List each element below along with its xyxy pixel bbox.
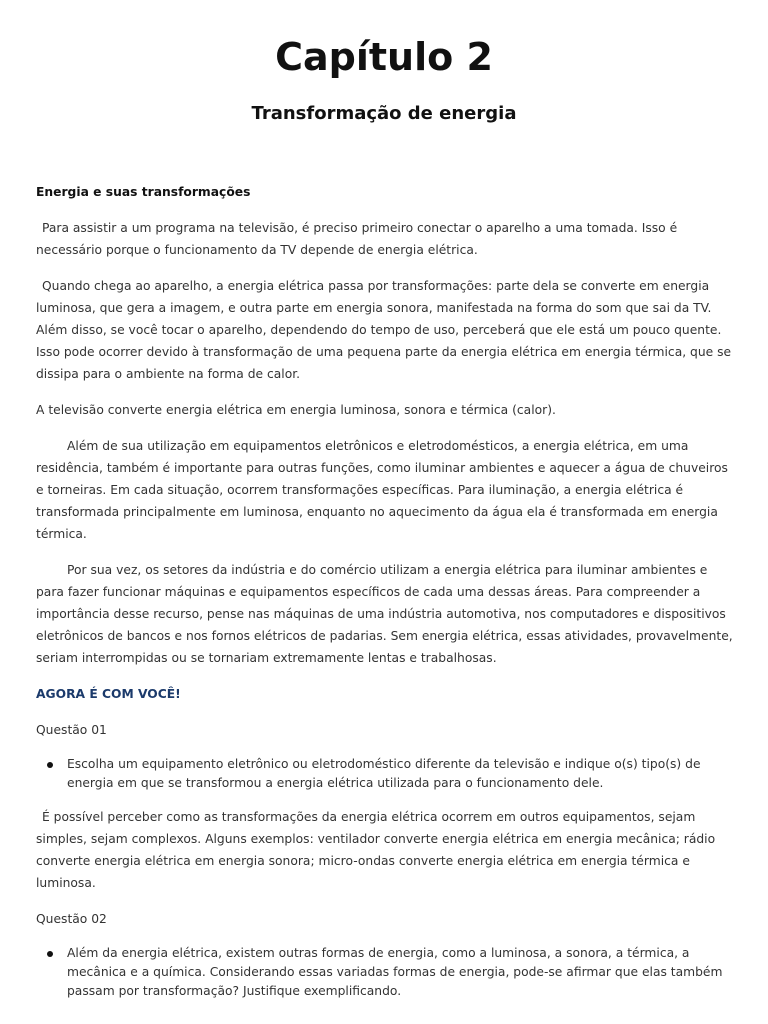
paragraph-tv-outlet: Para assistir a um programa na televisão, é preciso primeiro conectar o aparelho a uma tomada. Isso é necessário porque o funcionamento da TV depende de energia elétrica. xyxy=(36,221,678,257)
question-01-label: Questão 01 xyxy=(36,723,107,737)
question-01-list xyxy=(36,755,734,793)
paragraph-tv-summary: A televisão converte energia elétrica em energia luminosa, sonora e térmica (calor). xyxy=(36,403,556,417)
list-item xyxy=(36,755,734,793)
section-heading: Energia e suas transformações xyxy=(36,185,251,199)
bullet-icon xyxy=(47,951,53,957)
bullet-icon xyxy=(47,762,53,768)
paragraph-energy-transformations: Quando chega ao aparelho, a energia elétrica passa por transformações: parte dela se converte em energia luminosa, que gera a imagem, e outra parte em energia sonora, manifestada na forma do som que sai da TV. Além disso, se você tocar o aparelho, dependendo do tempo de uso, perceberá que ele está um pouco quente. Isso pode ocorrer devido à transformação de uma pequena parte da energia elétrica em energia térmica, que se dissipa para o ambiente na forma de calor. xyxy=(36,279,732,381)
activity-heading: AGORA É COM VOCÊ! xyxy=(36,687,181,701)
question-02-text: Além da energia elétrica, existem outras formas de energia, como a luminosa, a sonora, a térmica, a mecânica e a química. Considerando essas variadas formas de energia, pode-se afirmar que elas também passam por transformação? Justifique exemplificando. xyxy=(67,946,723,998)
question-02-list xyxy=(36,944,734,1001)
paragraph-examples: É possível perceber como as transformações da energia elétrica ocorrem em outros equipamentos, sejam simples, sejam complexos. Alguns exemplos: ventilador converte energia elétrica em energia mecânica; rádio converte energia elétrica em energia sonora; micro-ondas converte energia elétrica em energia térmica e luminosa. xyxy=(36,810,716,890)
chapter-subtitle: Transformação de energia xyxy=(251,103,517,124)
question-01-text: Escolha um equipamento eletrônico ou eletrodoméstico diferente da televisão e indique o(s) tipo(s) de energia em que se transformou a energia elétrica utilizada para o funcionamento dele. xyxy=(67,757,701,790)
paragraph-industry-commerce: Por sua vez, os setores da indústria e do comércio utilizam a energia elétrica para iluminar ambientes e para fazer funcionar máquinas e equipamentos específicos de cada uma dessas áreas. Para compreender a importância desse recurso, pense nas máquinas de uma indústria automotiva, nos computadores e dispositivos eletrônicos de bancos e nos fornos elétricos de padarias. Sem energia elétrica, essas atividades, provavelmente, seriam interrompidas ou se tornariam extremamente lentas e trabalhosas. xyxy=(36,563,733,665)
list-item xyxy=(36,944,734,1001)
paragraph-residential-use: Além de sua utilização em equipamentos eletrônicos e eletrodomésticos, a energia elétrica, em uma residência, também é importante para outras funções, como iluminar ambientes e aquecer a água de chuveiros e torneiras. Em cada situação, ocorrem transformações específicas. Para iluminação, a energia elétrica é transformada principalmente em luminosa, enquanto no aquecimento da água ela é transformada em energia térmica. xyxy=(36,439,728,541)
question-02-label: Questão 02 xyxy=(36,912,107,926)
chapter-title: Capítulo 2 xyxy=(275,35,493,79)
document-body xyxy=(36,181,734,1014)
